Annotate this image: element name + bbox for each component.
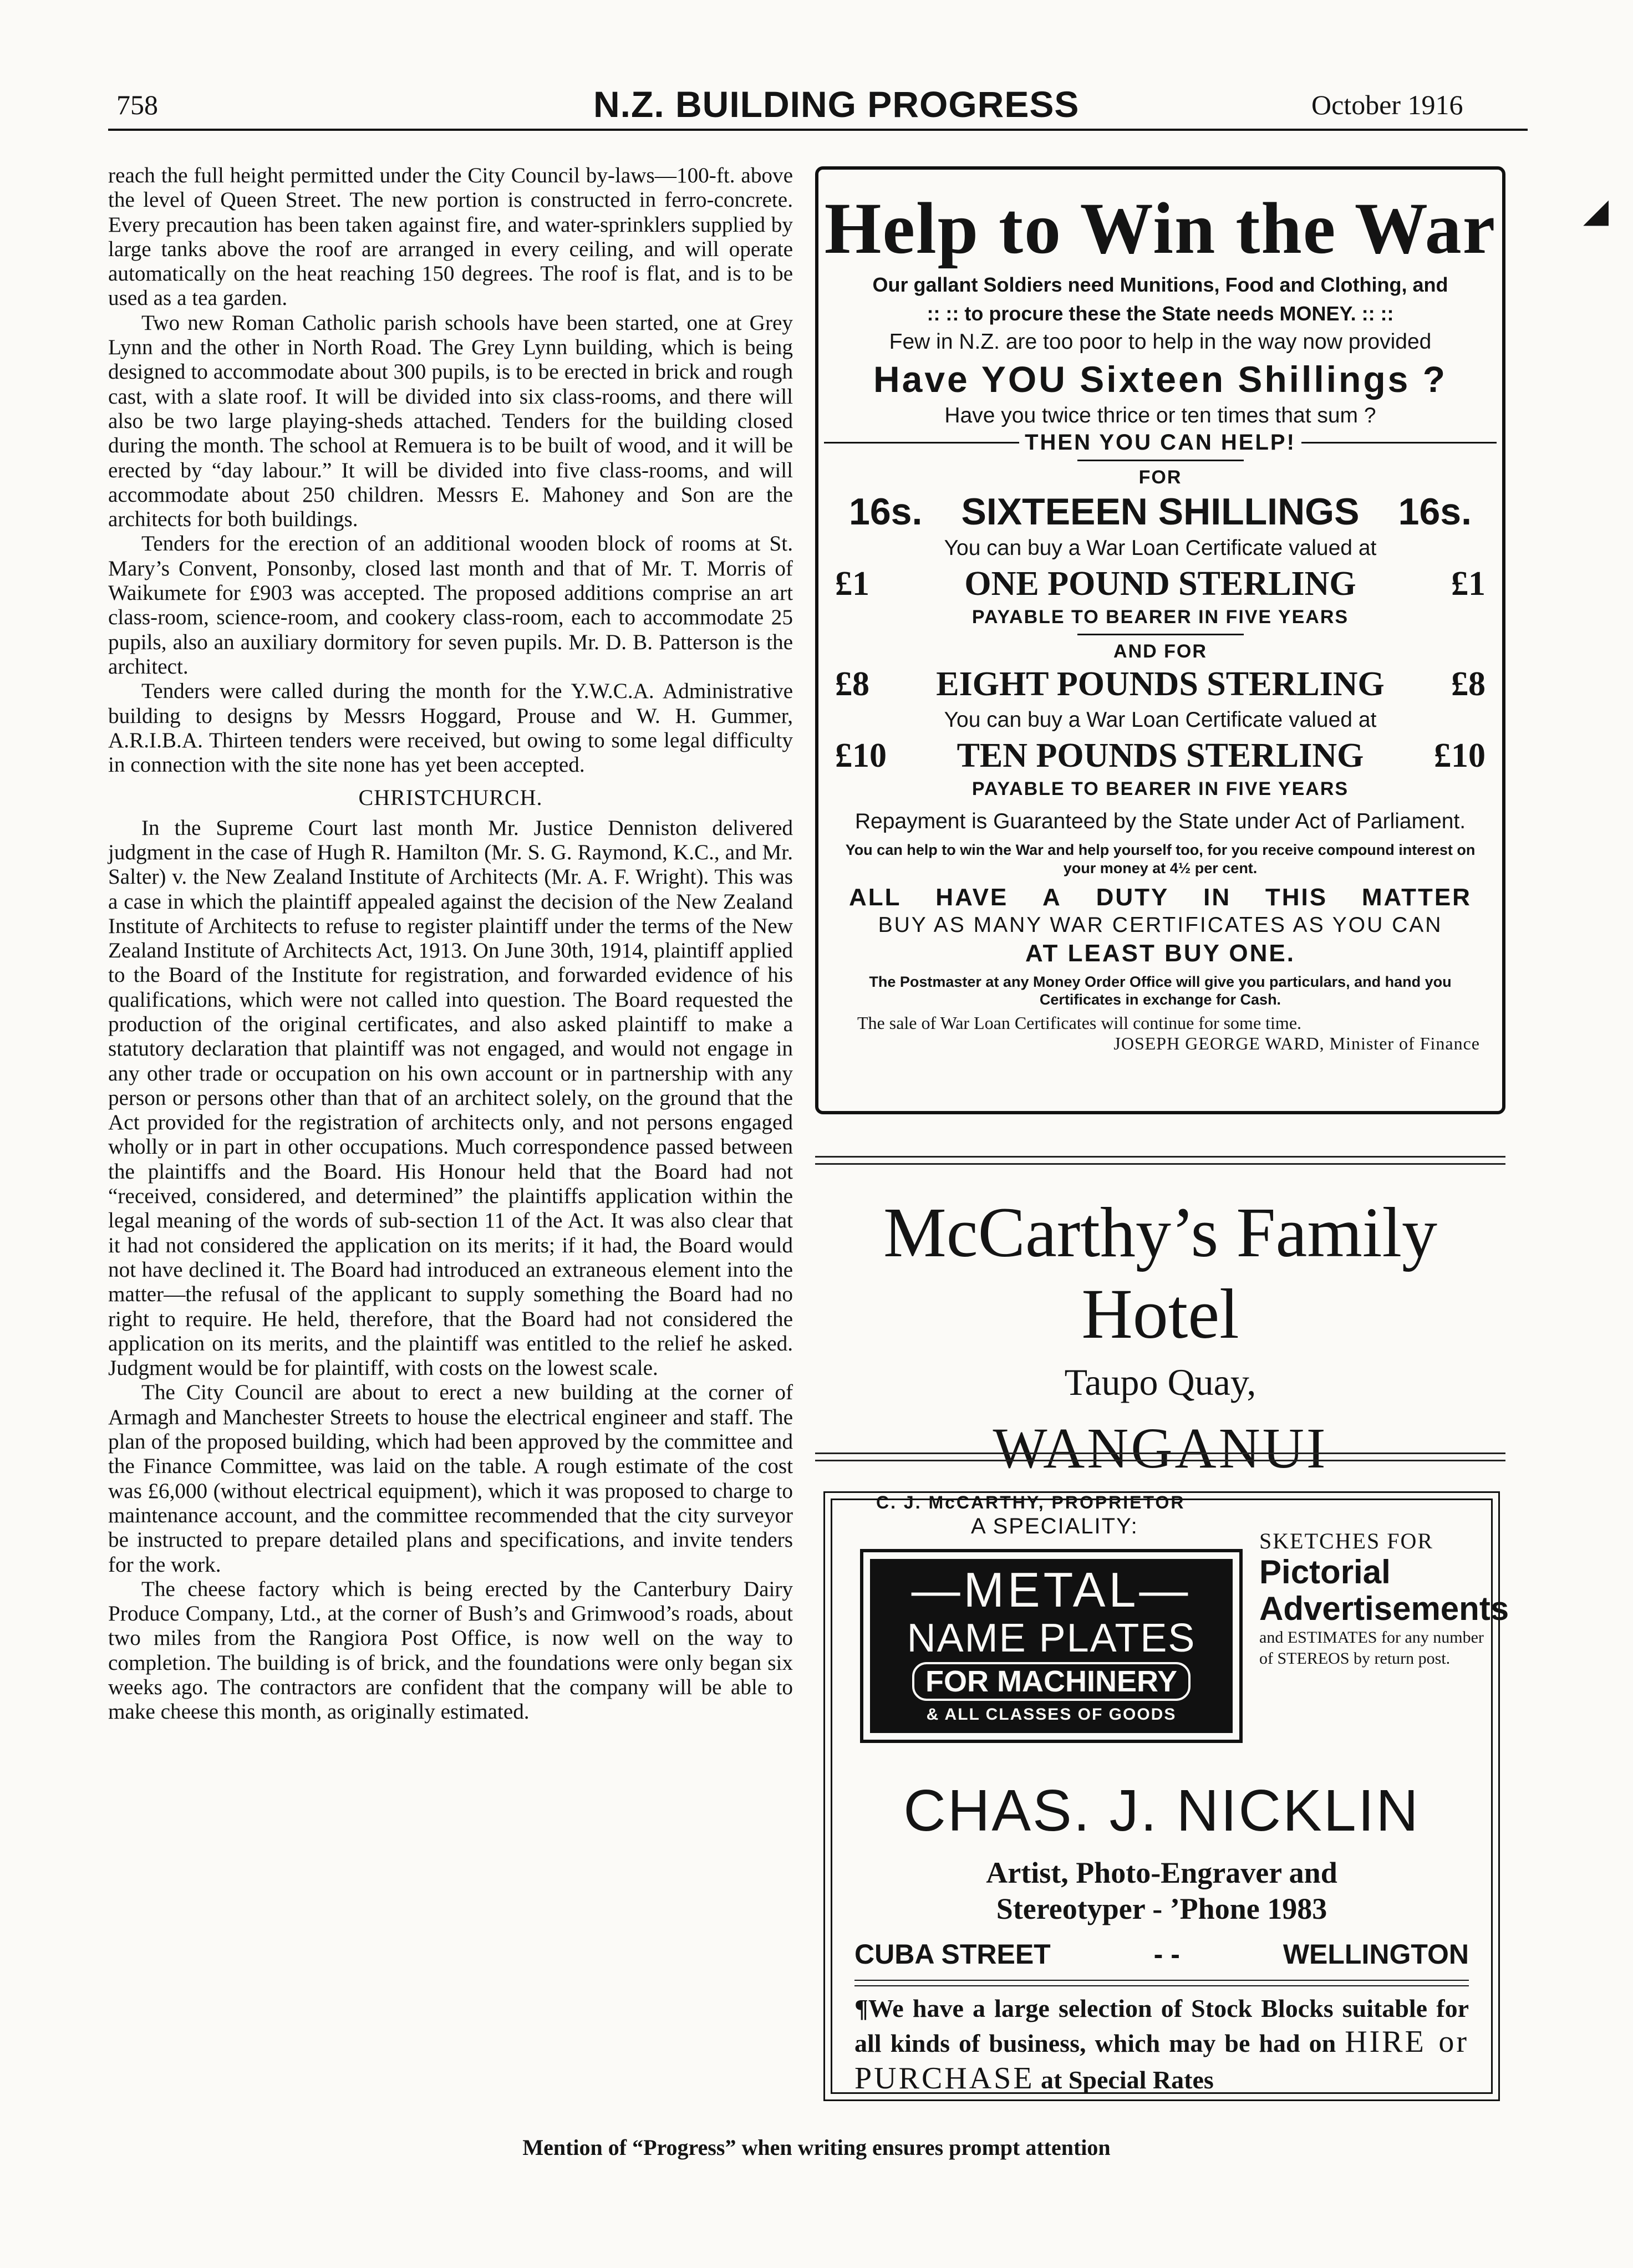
- stock-blocks-note: ¶We have a large selection of Stock Blocks suitable for all kinds of business, which may be had on HIRE or PURCHASE at Special Rates: [854, 1994, 1469, 2096]
- ad-line: Our gallant Soldiers need Munitions, Food and Clothing, and: [872, 273, 1448, 296]
- sketches-label: SKETCHES FOR: [1259, 1528, 1434, 1553]
- name-plate-illustration: [860, 1549, 1243, 1743]
- publication-title: N.Z. BUILDING PROGRESS: [593, 84, 1080, 125]
- corner-mark: ◢: [1583, 192, 1609, 229]
- ad-line: Few in N.Z. are too poor to help in the way now provided: [889, 330, 1432, 354]
- address-line: CUBA STREET - - WELLINGTON: [854, 1939, 1469, 1970]
- war-loan-advertisement: [815, 166, 1505, 1114]
- double-rule: [815, 1156, 1505, 1165]
- business-name: CHAS. J. NICKLIN: [903, 1778, 1420, 1843]
- double-rule: [815, 1452, 1505, 1461]
- plate-metal-text: —METAL—: [911, 1562, 1192, 1617]
- ad-line: You can buy a War Loan Certificate valued at: [944, 707, 1377, 732]
- hotel-street: Taupo Quay,: [1064, 1361, 1256, 1404]
- page-number: 758: [116, 89, 158, 120]
- amount-row-10: £10 TEN POUNDS STERLING £10: [835, 736, 1486, 774]
- then-line: THEN YOU CAN HELP!: [818, 430, 1502, 455]
- ad-line: AT LEAST BUY ONE.: [1025, 939, 1295, 967]
- ad-line: AND FOR: [1113, 640, 1207, 662]
- hotel-proprietor: C. J. McCARTHY, PROPRIETOR: [876, 1492, 1186, 1513]
- ad-line: PAYABLE TO BEARER IN FIVE YEARS: [971, 778, 1349, 800]
- ad-line: Repayment is Guaranteed by the State under Act of Parliament.: [854, 809, 1466, 833]
- ad-line: The Postmaster at any Money Order Office will give you particulars, and hand you Certificates in exchange for Cash.: [869, 973, 1452, 1008]
- ad-line: The sale of War Loan Certificates will continue for some time.: [857, 1013, 1302, 1033]
- plate-machinery-text: FOR MACHINERY: [912, 1662, 1191, 1701]
- amount-row-16s: 16s. SIXTEEEN SHILLINGS 16s.: [849, 490, 1472, 533]
- nicklin-advertisement: [823, 1491, 1509, 2101]
- article-paragraph: The cheese factory which is being erected by the Canterbury Dairy Produce Company, Ltd., at the corner of Bush’s and Grimwood’s roads, about two miles from the Rangiora Post Office, is now well on the way to completion. The building is of brick, and the foundations were only began six weeks ago. The contractors are confident that the company will be able to make cheese this month, as originally estimated.: [108, 1577, 793, 1724]
- ad-title: Help to Win the War: [824, 187, 1497, 269]
- article-paragraph: Tenders for the erection of an additional wooden block of rooms at St. Mary’s Convent, Ponsonby, closed last month and that of Mr. T. Morris of Waikumete for £903 was accepted. The proposed additions comprise an art class-room, science-room, and cookery class-room, each to accommodate 25 pupils, also an auxiliary dormitory for seven pupils. Mr. D. B. Patterson is the architect.: [108, 532, 793, 679]
- ad-headline: Have YOU Sixteen Shillings ?: [873, 358, 1448, 400]
- section-heading: CHRISTCHURCH.: [358, 785, 543, 811]
- duty-line: ALL HAVE A DUTY IN THIS MATTER: [849, 883, 1472, 911]
- amount-row-8: £8 EIGHT POUNDS STERLING £8: [835, 665, 1486, 704]
- ad-line: :: :: to procure these the State needs MONEY. :: ::: [927, 302, 1394, 325]
- plate-all-text: & ALL CLASSES OF GOODS: [926, 1705, 1177, 1724]
- pictorial-label: Pictorial: [1259, 1553, 1391, 1591]
- article-paragraph: Tenders were called during the month for the Y.W.C.A. Administrative building to designs by Messrs Hoggard, Prouse and W. H. Gummer, A.R.I.B.A. Thirteen tenders were received, but owing to some legal difficulty in connection with the site none has yet been accepted.: [108, 679, 793, 777]
- page-footer: Mention of “Progress” when writing ensures prompt attention: [522, 2135, 1111, 2160]
- article-paragraph: In the Supreme Court last month Mr. Justice Denniston delivered judgment in the case of Hugh R. Hamilton (Mr. S. G. Raymond, K.C., and Mr. Salter) v. the New Zealand Institute of Architects (Mr. A. F. Wright). This was a case in which the plaintiff appealed against the decision of the New Zealand Institute of Architects to refuse to register plaintiff under the terms of the New Zealand Institute of Architects Act, 1913. On June 30th, 1914, plaintiff applied to the Board of the Institute for registration, and forwarded evidence of his qualifications, which were not called into question. The Board requested the production of the original certificates, and also asked plaintiff to make a statutory declaration that plaintiff was not engaged, and would not engage in any other trade or occupation on his own account or in partnership with any person or persons other than that of an architect solely, on the ground that the Act provided for the registration of architects only, and not persons engaged wholly or in part in other occupations. Much correspondence passed between the plaintiffs and the Board. His Honour held that the Board had not “received, considered, and determined” the plaintiffs application within the legal meaning of the words of sub-section 11 of the Act. It was also clear that it had not considered the application on its merits; if it had, the Board would not have declined it. The Board had introduced an extraneous element into the matter—the refusal of the applicant to supply something the Board had no right to require. He held, therefore, that the Board had not considered the application on its merits, and the plaintiff was entitled to the relief he asked. Judgment would be for plaintiff, with costs on the lowest scale.: [108, 816, 793, 1380]
- hotel-advertisement: [815, 1192, 1505, 1513]
- estimates-text: and ESTIMATES for any number of STEREOS by return post.: [1259, 1628, 1484, 1668]
- advertisements-label: Advertisements: [1259, 1590, 1509, 1627]
- ad-line: You can help to win the War and help yourself too, for you receive compound interest on your money at 4½ per cent.: [845, 842, 1476, 876]
- hotel-city: WANGANUI: [993, 1416, 1328, 1481]
- header-rule: [108, 129, 1528, 131]
- ad-line: You can buy a War Loan Certificate valued at: [944, 536, 1377, 560]
- short-rule: [1077, 460, 1244, 461]
- trade-lines: Artist, Photo-Engraver and Stereotyper - ’Phone 1983: [986, 1856, 1337, 1925]
- amount-row-1: £1 ONE POUND STERLING £1: [835, 564, 1486, 603]
- ad-signature: JOSEPH GEORGE WARD, Minister of Finance: [1113, 1033, 1480, 1054]
- ad-line: PAYABLE TO BEARER IN FIVE YEARS: [971, 607, 1349, 628]
- short-rule: [1077, 634, 1244, 635]
- plate-names-text: NAME PLATES: [907, 1616, 1196, 1660]
- sketches-block: [1259, 1528, 1509, 1669]
- double-rule: [854, 1980, 1469, 1986]
- ad-line: Have you twice thrice or ten times that sum ?: [944, 404, 1376, 428]
- issue-date: October 1916: [1311, 89, 1463, 120]
- ad-line: BUY AS MANY WAR CERTIFICATES AS YOU CAN: [878, 913, 1443, 937]
- article-paragraph: Two new Roman Catholic parish schools have been started, one at Grey Lynn and the other in North Road. The Grey Lynn building, which is being designed to accommodate about 300 pupils, is to be erected in brick and rough cast, with a slate roof. It will be divided into six class-rooms, and there will also be two large playing-sheds attached. Tenders for the building closed during the month. The school at Remuera is to be built of wood, and it will be erected by “day labour.” It will be divided into five class-rooms, and will accommodate about 250 children. Messrs E. Mahoney and Son are the architects for both buildings.: [108, 310, 793, 532]
- ad-line: FOR: [1138, 467, 1182, 488]
- article-paragraph: The City Council are about to erect a new building at the corner of Armagh and Manchester Streets to house the electrical engineer and staff. The plan of the proposed building, which had been approved by the committee and the Finance Committee, was laid on the table. A rough estimate of the cost was £6,000 (without electrical equipment), which it was proposed to charge to maintenance account, and the committee recommended that the city surveyor be instructed to prepare detailed plans and specifications, and invite tenders for the work.: [108, 1380, 793, 1577]
- article-column: [108, 164, 793, 1725]
- hotel-name: McCarthy’s Family Hotel: [883, 1193, 1438, 1354]
- article-paragraph: reach the full height permitted under the City Council by-laws—100-ft. above the level of Queen Street. The new portion is constructed in ferro-concrete. Every precaution has been taken against fire, and water-sprinklers supplied by large tanks above the roof are arranged in every ceiling, and will operate automatically on the heat reaching 150 degrees. The roof is flat, and is to be used as a tea garden.: [108, 164, 793, 310]
- speciality-label: A SPECIALITY:: [971, 1514, 1138, 1538]
